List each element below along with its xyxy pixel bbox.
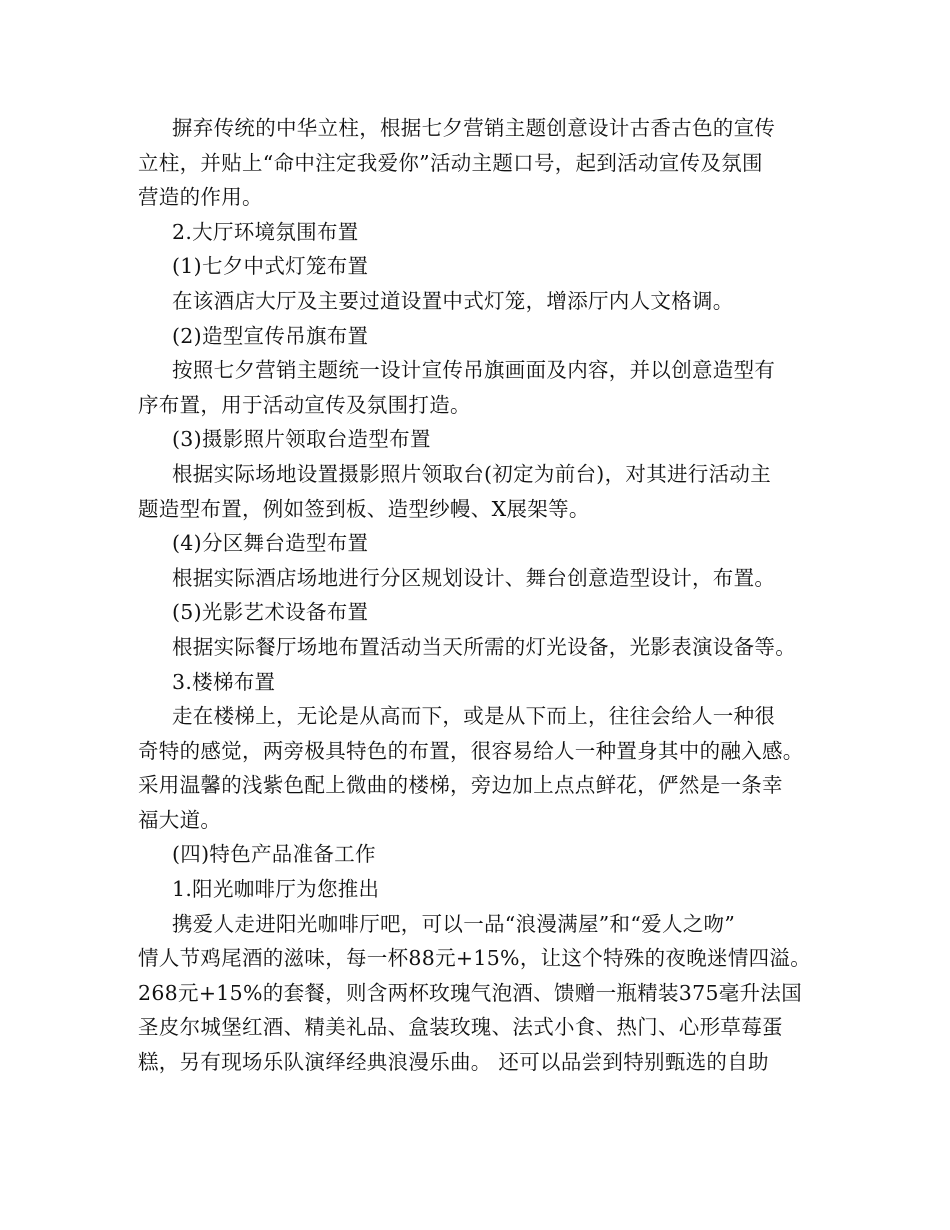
section-heading: 3.楼梯布置 [172, 669, 276, 694]
subsection-heading: (1)七夕中式灯笼布置 [172, 254, 369, 279]
paragraph-line: 题造型布置，例如签到板、造型纱幔、X展架等。 [138, 496, 590, 521]
paragraph-line: 序布置，用于活动宣传及氛围打造。 [138, 392, 471, 417]
subsection-heading: (5)光影艺术设备布置 [172, 600, 369, 625]
paragraph-line: 营造的作用。 [138, 185, 263, 210]
paragraph-line: 268元+15%的套餐，则含两杯玫瑰气泡酒、馈赠一瓶精装375毫升法国 [138, 980, 802, 1005]
paragraph-line: 奇特的感觉，两旁极具特色的布置，很容易给人一种置身其中的融入感。 [138, 738, 804, 763]
paragraph-line: 在该酒店大厅及主要过道设置中式灯笼，增添厅内人文格调。 [172, 288, 734, 313]
subsection-heading: 1.阳光咖啡厅为您推出 [172, 877, 380, 902]
subsection-heading: (4)分区舞台造型布置 [172, 531, 369, 556]
paragraph-line: 携爱人走进阳光咖啡厅吧，可以一品“浪漫满屋”和“爱人之吻” [172, 911, 736, 936]
paragraph-line: 福大道。 [138, 807, 222, 832]
paragraph-line: 摒弃传统的中华立柱，根据七夕营销主题创意设计古香古色的宣传 [172, 116, 776, 140]
section-heading: (四)特色产品准备工作 [172, 842, 376, 867]
paragraph-line: 圣皮尔城堡红酒、精美礼品、盒装玫瑰、法式小食、热门、心形草莓蛋 [138, 1015, 783, 1040]
paragraph-line: 根据实际酒店场地进行分区规划设计、舞台创意造型设计，布置。 [172, 565, 776, 590]
document-body [138, 111, 818, 1080]
paragraph-line: 情人节鸡尾酒的滋味，每一杯88元+15%，让这个特殊的夜晚迷情四溢。 [138, 946, 812, 971]
subsection-heading: (3)摄影照片领取台造型布置 [172, 427, 431, 452]
paragraph-line: 按照七夕营销主题统一设计宣传吊旗画面及内容，并以创意造型有 [172, 358, 776, 383]
section-heading: 2.大厅环境氛围布置 [172, 219, 359, 244]
paragraph-line: 走在楼梯上，无论是从高而下，或是从下而上，往往会给人一种很 [172, 704, 776, 729]
paragraph-line: 糕，另有现场乐队演绎经典浪漫乐曲。 还可以品尝到特别甄选的自助 [138, 1050, 769, 1075]
paragraph-line: 根据实际餐厅场地布置活动当天所需的灯光设备，光影表演设备等。 [172, 634, 796, 659]
paragraph-line: 根据实际场地设置摄影照片领取台(初定为前台)，对其进行活动主 [172, 461, 771, 486]
paragraph-line: 立柱，并贴上“命中注定我爱你”活动主题口号，起到活动宣传及氛围 [138, 150, 763, 175]
paragraph-line: 采用温馨的浅紫色配上微曲的楼梯，旁边加上点点鲜花，俨然是一条幸 [138, 773, 783, 798]
subsection-heading: (2)造型宣传吊旗布置 [172, 323, 369, 348]
